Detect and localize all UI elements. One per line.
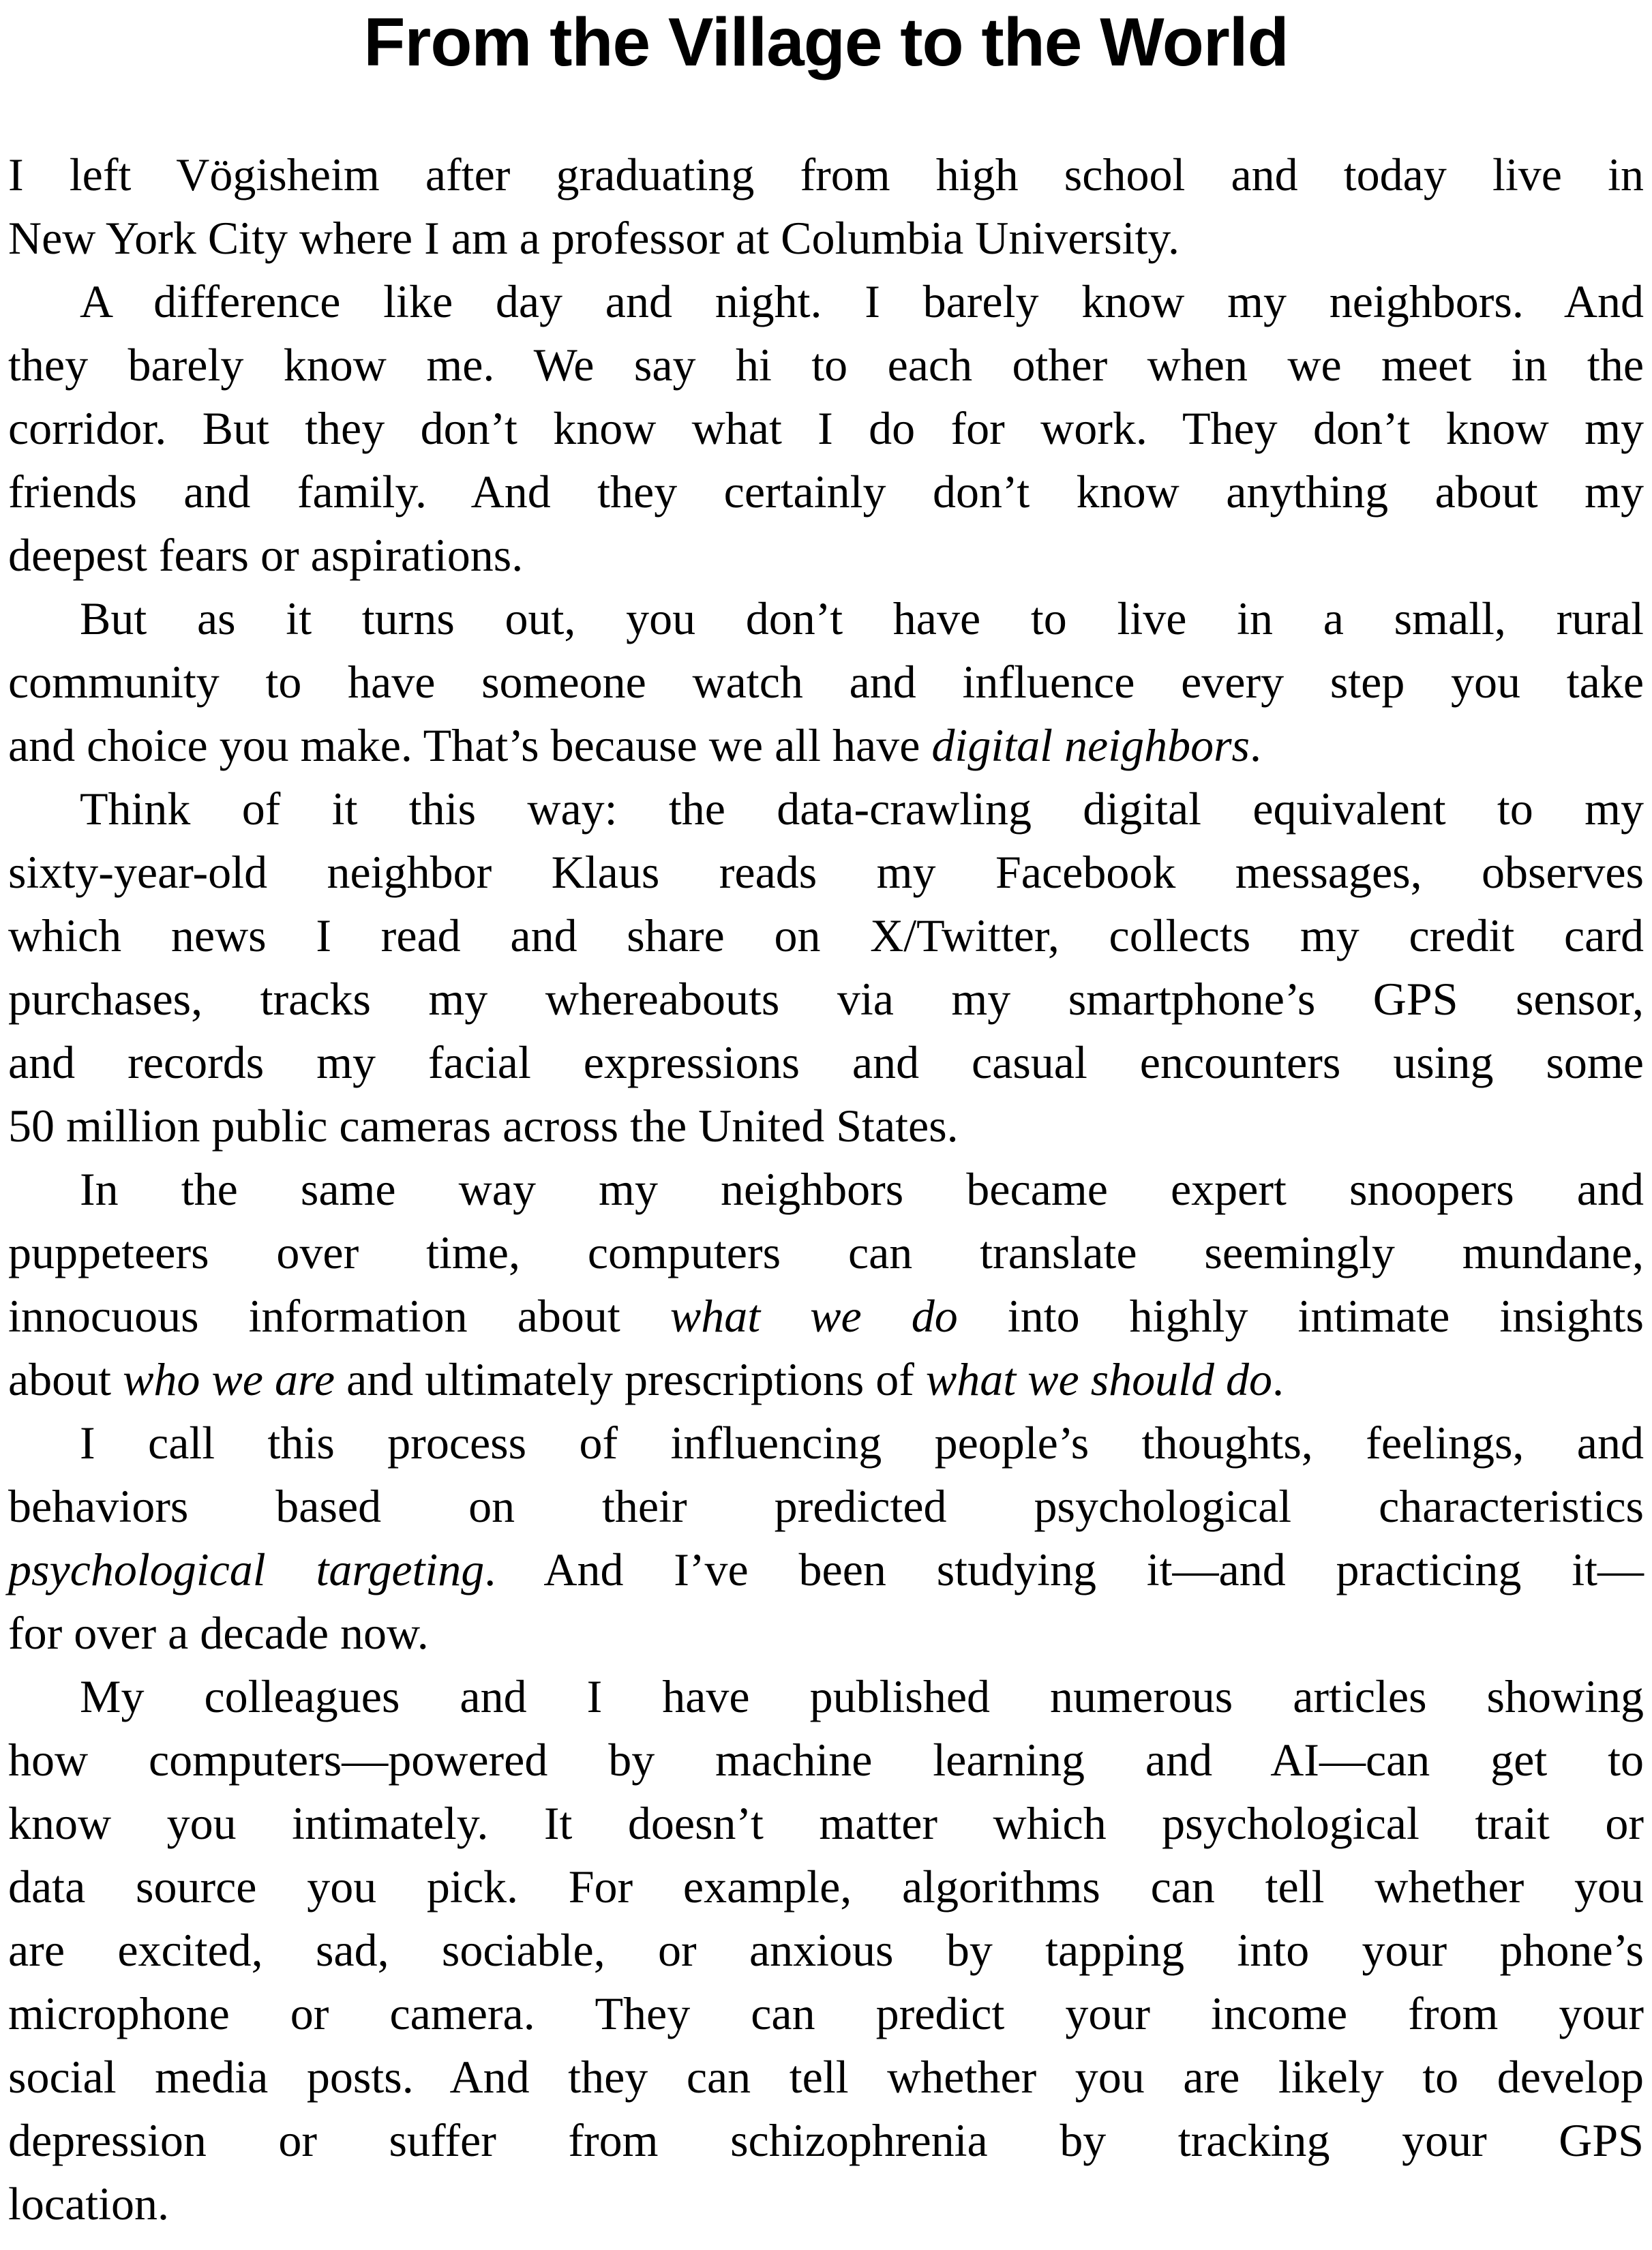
- text-segment: puppeteers over time, computers can translate seemingly mundane,: [8, 1227, 1644, 1278]
- text-line: [8, 904, 1644, 967]
- italic-text: psychological targeting: [8, 1544, 485, 1595]
- text-segment: know you intimately. It doesn’t matter which psychological trait or: [8, 1797, 1644, 1849]
- text-line: [8, 1411, 1644, 1475]
- page-body: [0, 143, 1652, 2236]
- text-line: [8, 1792, 1644, 1855]
- text-line: [8, 2045, 1644, 2109]
- text-line: [8, 333, 1644, 397]
- text-segment: But as it turns out, you don’t have to live in a small, rural: [80, 592, 1644, 644]
- text-line: [8, 2109, 1644, 2172]
- text-line: [8, 397, 1644, 460]
- text-segment: 50 million public cameras across the United States.: [8, 1100, 959, 1152]
- italic-text: what we do: [670, 1290, 958, 1342]
- text-segment: into highly intimate insights: [957, 1290, 1645, 1342]
- text-segment: they barely know me. We say hi to each other when we meet in the: [8, 339, 1644, 391]
- paragraph: [8, 143, 1644, 270]
- text-segment: community to have someone watch and influence every step you take: [8, 656, 1644, 708]
- paragraph: [8, 587, 1644, 777]
- text-line: [8, 460, 1644, 524]
- italic-text: what we should do: [925, 1353, 1273, 1405]
- text-line: [8, 587, 1644, 650]
- paragraph: [8, 777, 1644, 1158]
- text-segment: .: [1250, 719, 1261, 771]
- text-segment: are excited, sad, sociable, or anxious by tapping into your phone’s: [8, 1924, 1644, 1976]
- paragraph: [8, 1158, 1644, 1411]
- text-line: [8, 777, 1644, 841]
- text-line: [8, 1348, 1644, 1411]
- text-line: [8, 1221, 1644, 1285]
- text-segment: In the same way my neighbors became expert snoopers and: [80, 1163, 1644, 1215]
- paragraph: [8, 1411, 1644, 1665]
- text-line: [8, 714, 1644, 777]
- text-segment: purchases, tracks my whereabouts via my smartphone’s GPS sensor,: [8, 973, 1644, 1025]
- text-line: [8, 1538, 1644, 1602]
- text-line: [8, 650, 1644, 714]
- text-line: [8, 1158, 1644, 1221]
- text-segment: how computers—powered by machine learning and AI—can get to: [8, 1734, 1644, 1786]
- text-segment: . And I’ve been studying it—and practicing it—: [484, 1544, 1644, 1595]
- text-segment: about: [8, 1353, 123, 1405]
- paragraph: [8, 270, 1644, 587]
- text-segment: for over a decade now.: [8, 1607, 429, 1659]
- text-segment: location.: [8, 2178, 170, 2230]
- text-segment: friends and family. And they certainly don’t know anything about my: [8, 466, 1644, 518]
- italic-text: who we are: [123, 1353, 335, 1405]
- text-segment: sixty-year-old neighbor Klaus reads my Facebook messages, observes: [8, 846, 1644, 898]
- text-segment: innocuous information about: [8, 1290, 670, 1342]
- text-line: [8, 524, 1644, 587]
- text-line: [8, 143, 1644, 207]
- text-segment: A difference like day and night. I barely know my neighbors. And: [80, 275, 1644, 327]
- text-segment: social media posts. And they can tell whether you are likely to develop: [8, 2051, 1644, 2103]
- text-segment: New York City where I am a professor at Columbia University.: [8, 212, 1180, 264]
- text-line: [8, 1475, 1644, 1538]
- text-segment: I left Vögisheim after graduating from high school and today live in: [8, 149, 1644, 200]
- text-line: [8, 1728, 1644, 1792]
- text-segment: data source you pick. For example, algorithms can tell whether you: [8, 1861, 1644, 1912]
- text-segment: My colleagues and I have published numerous articles showing: [80, 1670, 1644, 1722]
- text-segment: behaviors based on their predicted psychological characteristics: [8, 1480, 1644, 1532]
- text-line: [8, 2172, 1644, 2236]
- text-line: [8, 1285, 1644, 1348]
- text-segment: and ultimately prescriptions of: [335, 1353, 926, 1405]
- page-title: From the Village to the World: [363, 4, 1289, 80]
- text-line: [8, 1855, 1644, 1919]
- text-segment: Think of it this way: the data-crawling digital equivalent to my: [80, 783, 1644, 835]
- text-line: [8, 1919, 1644, 1982]
- text-segment: .: [1272, 1353, 1285, 1405]
- text-line: [8, 1094, 1644, 1158]
- text-segment: and choice you make. That’s because we all have: [8, 719, 932, 771]
- text-line: [8, 1665, 1644, 1728]
- text-line: [8, 841, 1644, 904]
- italic-text: digital neighbors: [931, 719, 1250, 771]
- text-line: [8, 207, 1644, 270]
- text-segment: I call this process of influencing people’s thoughts, feelings, and: [80, 1417, 1644, 1469]
- text-segment: corridor. But they don’t know what I do for work. They don’t know my: [8, 402, 1644, 454]
- paragraph: [8, 1665, 1644, 2236]
- text-line: [8, 1602, 1644, 1665]
- text-segment: depression or suffer from schizophrenia by tracking your GPS: [8, 2114, 1644, 2166]
- text-segment: which news I read and share on X/Twitter, collects my credit card: [8, 910, 1644, 961]
- text-line: [8, 967, 1644, 1031]
- text-segment: and records my facial expressions and casual encounters using some: [8, 1036, 1644, 1088]
- text-segment: deepest fears or aspirations.: [8, 529, 524, 581]
- text-line: [8, 1982, 1644, 2045]
- text-segment: microphone or camera. They can predict your income from your: [8, 1987, 1644, 2039]
- text-line: [8, 270, 1644, 333]
- text-line: [8, 1031, 1644, 1094]
